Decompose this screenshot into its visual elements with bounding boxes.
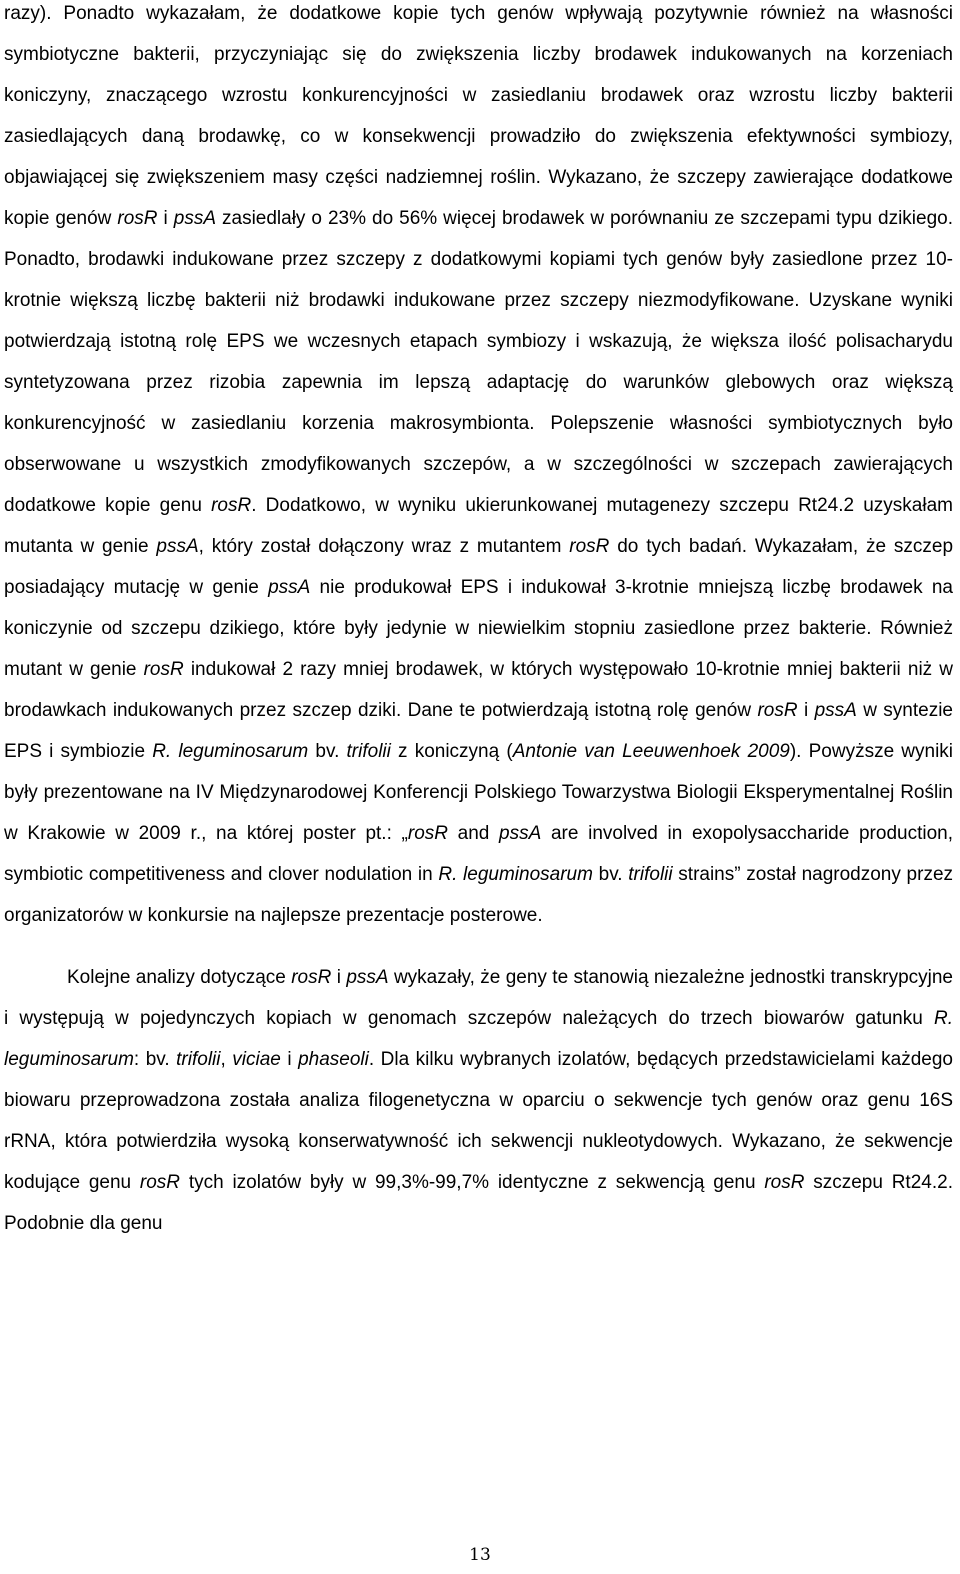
text-run: , który został dołączony wraz z mutantem (198, 536, 570, 557)
text-run: zasiedlały o 23% do 56% więcej brodawek w porównaniu ze szczepami typu dzikiego. Ponadto, brodawki indukowane przez szczepy z dodatkowymi kopiami tych genów były zasiedlone przez 10-krotnie większą liczbę bakterii niż brodawki indukowane przez szczepy niezmodyfikowane. Uzyskane wyniki potwierdzają istotną rolę EPS we wczesnych etapach symbiozy i wskazują, że większa ilość polisacharydu syntetyzowana przez rizobia zapewnia im lepszą adaptację do warunków glebowych oraz większą konkurencyjność w zasiedlaniu korzenia makrosymbionta. Polepszenie własności symbiotycznych było obserwowane u wszystkich zmodyfikowanych szczepów, a w szczególności w szczepach zawierających dodatkowe kopie genu (4, 208, 954, 516)
text-run: razy). Ponadto wykazałam, że dodatkowe kopie tych genów wpływają pozytywnie również na własności symbiotyczne bakterii, przyczyniając się do zwiększenia liczby brodawek indukowanych na korzeniach koniczyny, znaczącego wzrostu konkurencyjności w zasiedlaniu brodawek oraz wzrostu liczby bakterii zasiedlających daną brodawkę, co w konsekwencji prowadziło do zwiększenia efektywności symbiozy, objawiającej się zwiększeniem masy części nadziemnej roślin. Wykazano, że szczepy zawierające dodatkowe kopie genów (4, 3, 953, 229)
gene-name: pssA (173, 208, 216, 229)
text-run: bv. (308, 741, 347, 762)
text-run: . Dla kilku wybranych izolatów, będących przedstawicielami każdego biowaru przeprowadzona została analiza filogenetyczna w oparciu o sekwencje tych genów oraz genu 16S rRNA, która potwierdziła wysoką konserwatywność ich sekwencji nukleotydowych. Wykazano, że sekwencje kodujące genu (4, 1049, 953, 1193)
gene-name: rosR (569, 536, 610, 557)
text-run: are involved in exopolysaccharide production, symbiotic competitiveness and clover nodulation in (4, 823, 953, 885)
gene-name: pssA (499, 823, 542, 844)
text-run: ). Powyższe wyniki były prezentowane na IV Międzynarodowej Konferencji Polskiego Towarzystwa Biologii Eksperymentalnej Roślin w Krakowie w 2009 r., na której poster pt.: „ (4, 741, 954, 844)
species-name: R. leguminosarum (4, 1008, 953, 1070)
gene-name: rosR (143, 659, 184, 680)
text-run: indukował 2 razy mniej brodawek, w których występowało 10-krotnie mniej bakterii niż w brodawkach indukowanych przez szczep dziki. Dane te potwierdzają istotną rolę genów (4, 659, 953, 721)
text-run: : bv. (133, 1049, 177, 1070)
text-run: wykazały, że geny te stanowią niezależne jednostki transkrypcyjne i występują w pojedynczych kopiach w genomach szczepów należących do trzech biowarów gatunku (4, 967, 953, 1029)
biovar-name: viciae (232, 1049, 281, 1070)
document-page (4, 0, 953, 1244)
gene-name: rosR (117, 208, 158, 229)
biovar-name: trifolii (176, 1049, 221, 1070)
text-run: i (797, 700, 815, 721)
text-run: Kolejne analizy dotyczące (67, 967, 292, 988)
text-run: and (448, 823, 500, 844)
text-run: w syntezie EPS i symbiozie (4, 700, 954, 762)
text-run: , (220, 1049, 233, 1070)
gene-name: rosR (757, 700, 798, 721)
body-paragraph-2 (4, 957, 953, 1244)
gene-name: pssA (156, 536, 199, 557)
citation: Antonie van Leeuwenhoek 2009 (512, 741, 790, 762)
text-run: z koniczyną ( (390, 741, 513, 762)
gene-name: pssA (814, 700, 857, 721)
text-run: do tych badań. Wykazałam, że szczep posiadający mutację w genie (4, 536, 954, 598)
gene-name: rosR (291, 967, 332, 988)
gene-name: rosR (211, 495, 252, 516)
gene-name: rosR (764, 1172, 805, 1193)
gene-name: rosR (407, 823, 448, 844)
text-run: szczepu Rt24.2. Podobnie dla genu (4, 1172, 953, 1234)
text-run: tych izolatów były w 99,3%-99,7% identyczne z sekwencją genu (180, 1172, 765, 1193)
gene-name: pssA (346, 967, 389, 988)
biovar-name: trifolii (628, 864, 673, 885)
gene-name: rosR (139, 1172, 181, 1193)
body-paragraph-1 (4, 0, 953, 936)
text-run: bv. (592, 864, 629, 885)
text-run: i (331, 967, 347, 988)
biovar-name: trifolii (346, 741, 391, 762)
text-run: i (157, 208, 174, 229)
page-number: 13 (469, 1545, 491, 1565)
text-run: strains” został nagrodzony przez organizatorów w konkursie na najlepsze prezentacje posterowe. (4, 864, 954, 926)
biovar-name: phaseoli (298, 1049, 369, 1070)
species-name: R. leguminosarum (438, 864, 593, 885)
gene-name: pssA (268, 577, 311, 598)
text-run: nie produkował EPS i indukował 3-krotnie mniejszą liczbę brodawek na koniczynie od szczepu dzikiego, które były jedynie w niewielkim stopniu zasiedlone przez bakterie. Również mutant w genie (4, 577, 953, 680)
text-run: i (280, 1049, 299, 1070)
species-name: R. leguminosarum (152, 741, 309, 762)
text-run: . Dodatkowo, w wyniku ukierunkowanej mutagenezy szczepu Rt24.2 uzyskałam mutanta w genie (4, 495, 953, 557)
